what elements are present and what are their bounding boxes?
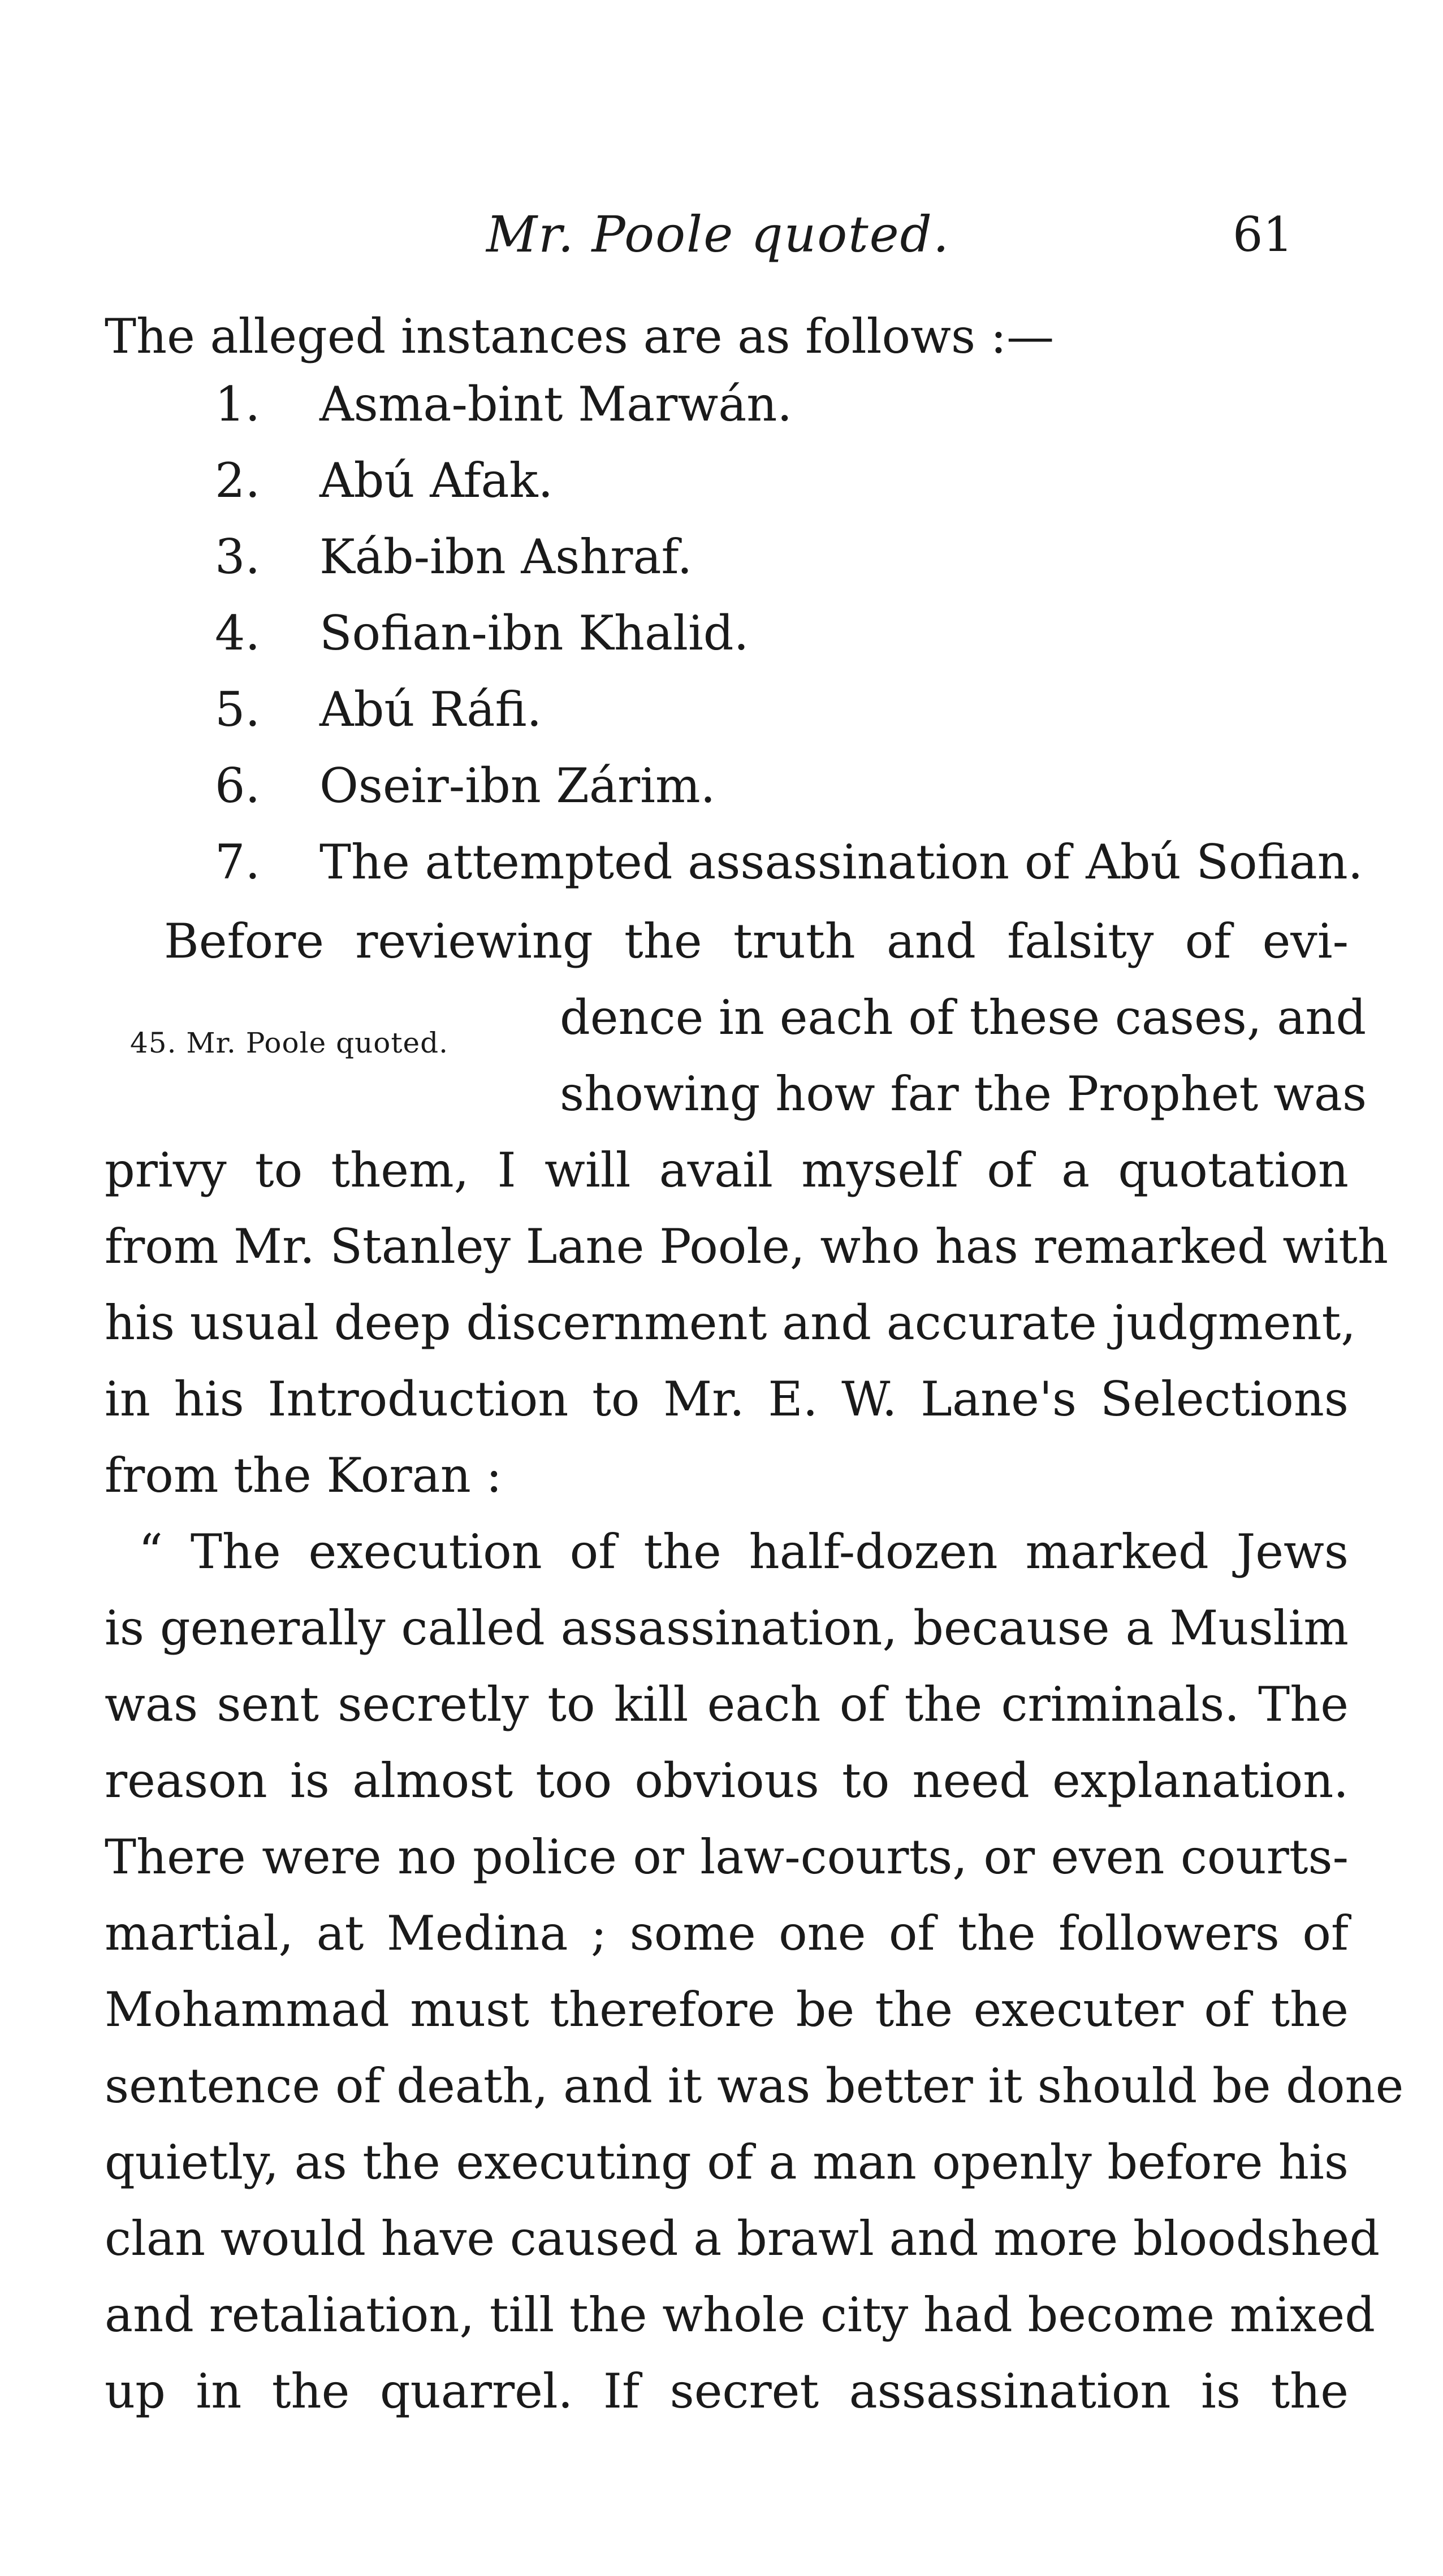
paragraph-line: Before reviewing the truth and falsity of evi- [164, 913, 1349, 969]
list-item-text: Abú Ráfi. [319, 682, 542, 737]
quotation-line: was sent secretly to kill each of the criminals. The [105, 1677, 1349, 1732]
quotation-line: There were no police or law-courts, or even courts- [105, 1829, 1349, 1885]
quotation-line: “ The execution of the half-dozen marked Jews [139, 1524, 1349, 1579]
paragraph-line: showing how far the Prophet was [560, 1066, 1367, 1122]
list-item [215, 602, 749, 664]
paragraph-line: from the Koran : [105, 1448, 502, 1503]
list-item-text: Asma-bint Marwán. [319, 376, 793, 432]
page-number: 61 [1233, 207, 1293, 262]
side-note: 45. Mr. Poole quoted. [130, 1027, 448, 1059]
list-item [215, 449, 553, 512]
paragraph-line: in his Introduction to Mr. E. W. Lane's Selections [105, 1371, 1349, 1427]
paragraph-line: dence in each of these cases, and [560, 990, 1367, 1045]
quotation-line: Mohammad must therefore be the executer of the [105, 1982, 1349, 2037]
list-item [215, 678, 542, 741]
paragraph-line: privy to them, I will avail myself of a quotation [105, 1142, 1349, 1198]
quotation-line: martial, at Medina ; some one of the followers of [105, 1906, 1349, 1961]
list-item-text: Sofian-ibn Khalid. [319, 605, 749, 661]
list-item-number: 5. [215, 682, 261, 737]
list-item-text: Oseir-ibn Zárim. [319, 758, 716, 813]
quotation-line: and retaliation, till the whole city had become mixed [105, 2287, 1376, 2343]
quotation-line: sentence of death, and it was better it should be done [105, 2058, 1404, 2114]
list-item-text: Káb-ibn Ashraf. [319, 529, 693, 585]
list-item-text: The attempted assassination of Abú Sofian. [319, 834, 1363, 890]
list-item-number: 3. [215, 529, 261, 585]
intro-line: The alleged instances are as follows :— [105, 309, 1055, 364]
paragraph-line: from Mr. Stanley Lane Poole, who has remarked with [105, 1219, 1389, 1274]
list-item-number: 2. [215, 453, 261, 508]
list-item-number: 7. [215, 834, 261, 890]
quotation-line: reason is almost too obvious to need explanation. [105, 1753, 1349, 1808]
running-head-title: Mr. Poole quoted. [486, 205, 950, 263]
running-head [0, 204, 1443, 266]
list-item [215, 373, 792, 435]
list-item [215, 755, 715, 817]
list-item-number: 6. [215, 758, 261, 813]
list-item [215, 831, 1363, 893]
paragraph-line: his usual deep discernment and accurate judgment, [105, 1295, 1356, 1350]
list-item-text: Abú Afak. [319, 453, 554, 508]
list-item-number: 1. [215, 376, 261, 432]
list-item-number: 4. [215, 605, 261, 661]
quotation-line: quietly, as the executing of a man openly before his [105, 2135, 1349, 2190]
quotation-line: is generally called assassination, because a Muslim [105, 1600, 1349, 1656]
quotation-line: clan would have caused a brawl and more bloodshed [105, 2211, 1380, 2266]
list-item [215, 526, 692, 588]
quotation-line: up in the quarrel. If secret assassination is the [105, 2363, 1349, 2419]
